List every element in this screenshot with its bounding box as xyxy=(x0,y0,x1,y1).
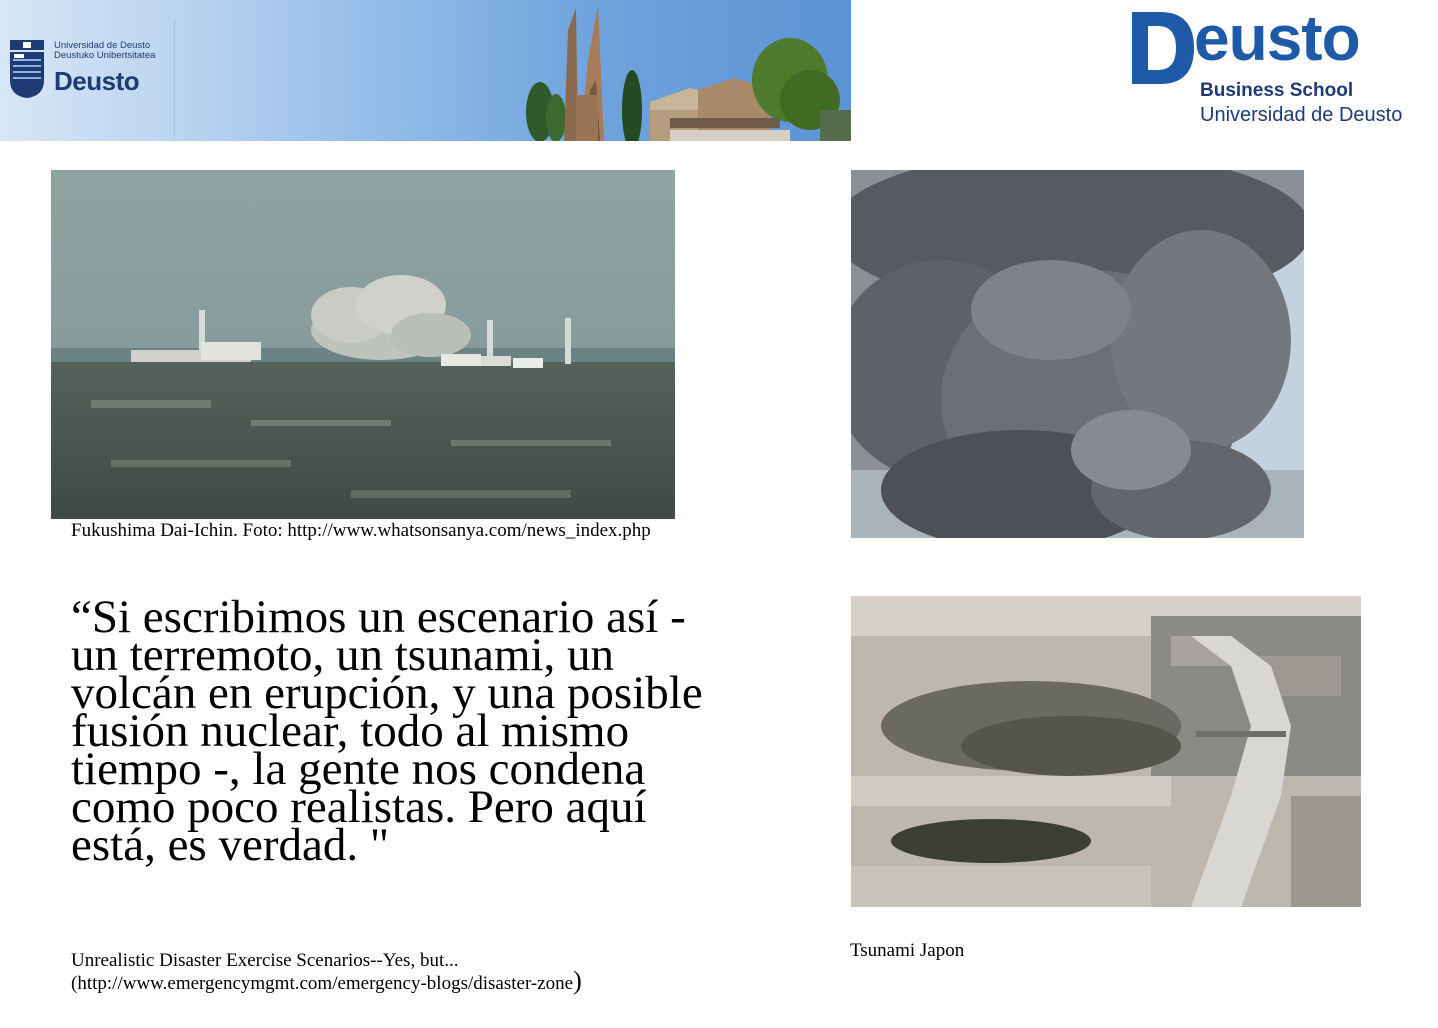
quote-line: “Si escribimos un escenario así - xyxy=(71,591,686,643)
tsunami-caption: Tsunami Japon xyxy=(850,940,965,961)
smoke-cloud-photo xyxy=(851,170,1304,538)
dbs-wordmark: eusto xyxy=(1194,2,1360,74)
logo-university-name: Universidad de Deusto xyxy=(54,40,151,51)
source-url-text: (http://www.emergencymgmt.com/emergency-blogs/disaster-zone xyxy=(71,973,574,994)
quote-line: fusión nuclear, todo al mismo xyxy=(71,705,630,757)
quote-line: volcán en erupción, y una posible xyxy=(71,667,703,719)
quote-line: tiempo -, la gente nos condena xyxy=(71,743,646,795)
quote-line: un terremoto, un tsunami, un xyxy=(71,629,615,681)
dbs-university-name: Universidad de Deusto xyxy=(1200,104,1403,126)
dbs-school-name: Business School xyxy=(1200,80,1354,101)
deusto-business-school-logo xyxy=(1128,2,1428,131)
fukushima-plant-photo xyxy=(51,170,675,519)
deusto-shield-icon xyxy=(10,40,44,98)
source-url xyxy=(71,966,582,995)
banner-divider xyxy=(174,20,175,138)
quote-line: está, es verdad. " xyxy=(71,819,390,871)
universidad-deusto-logo xyxy=(8,38,178,108)
quote-line: como poco realistas. Pero aquí xyxy=(71,781,647,833)
source-reference xyxy=(71,951,582,994)
source-title: Unrealistic Disaster Exercise Scenarios--Yes, but... xyxy=(71,950,459,971)
source-closing-paren: ) xyxy=(573,966,582,995)
logo-university-name-basque: Deustuko Unibertsitatea xyxy=(54,50,156,61)
tsunami-aerial-photo xyxy=(851,596,1361,907)
campus-church-illustration xyxy=(520,0,851,141)
deusto-d-mark-icon xyxy=(1130,8,1196,88)
fukushima-caption: Fukushima Dai-Ichin. Foto: http://www.whatsonsanya.com/news_index.php xyxy=(71,520,651,541)
quote-block xyxy=(71,591,801,871)
header-banner xyxy=(0,0,851,141)
logo-deusto-wordmark: Deusto xyxy=(54,66,140,96)
